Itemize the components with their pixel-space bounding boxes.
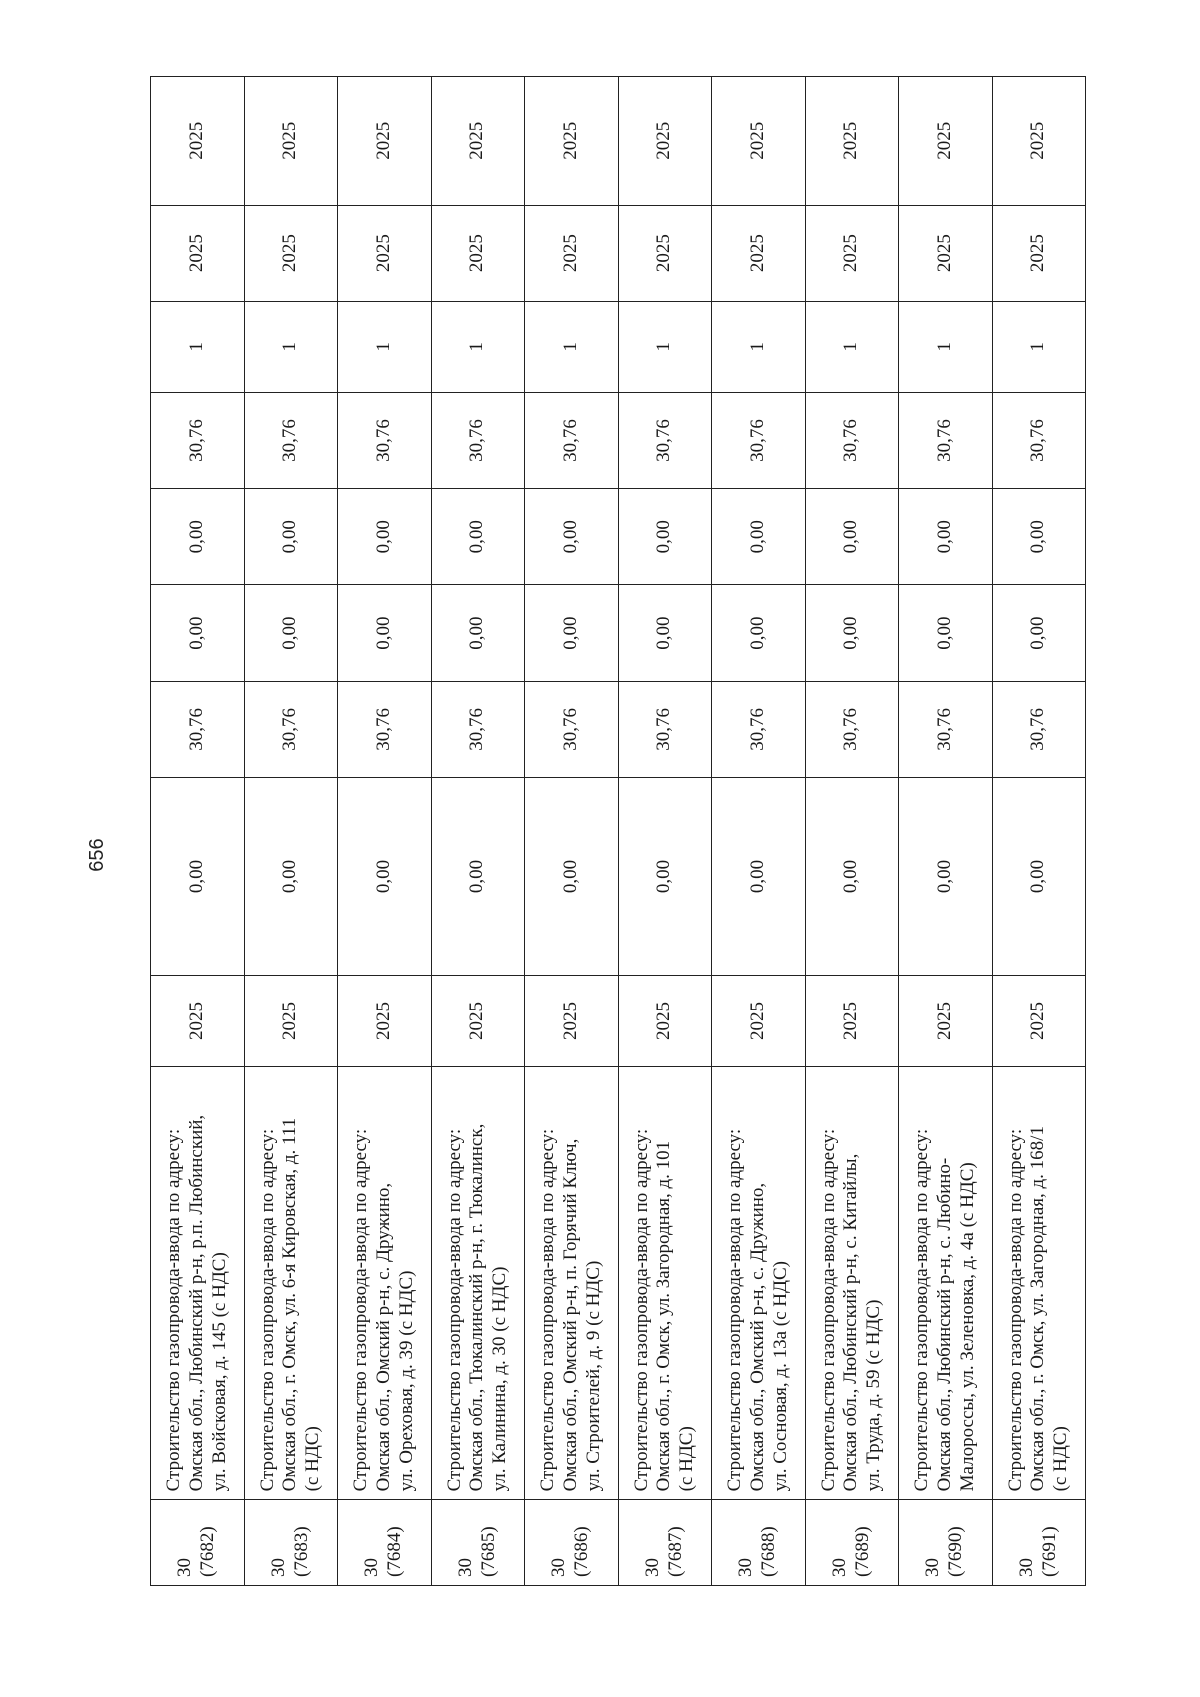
value-cell-c2: 0,00 <box>338 778 432 976</box>
value-cell-c6: 30,76 <box>712 392 806 488</box>
description-line: Омская обл., Омский р-н, п. Горячий Ключ, <box>559 1138 581 1492</box>
description-cell <box>338 1066 432 1499</box>
table-row <box>712 77 806 1586</box>
value-cell-c3: 30,76 <box>805 681 899 777</box>
value-cell-c8: 2025 <box>525 205 619 301</box>
value-cell-c7: 1 <box>525 301 619 392</box>
description-line: Омская обл., г. Омск, ул. 6-я Кировская, д. 111 <box>279 1117 301 1492</box>
row-number-cell <box>338 1500 432 1586</box>
row-number: 30 <box>828 1558 850 1577</box>
value-cell-c6: 30,76 <box>431 392 525 488</box>
row-code: (7691) <box>1038 1526 1060 1577</box>
value-cell-c1: 2025 <box>805 976 899 1067</box>
value-cell-c8: 2025 <box>805 205 899 301</box>
value-cell-c4: 0,00 <box>525 585 619 681</box>
value-cell-c6: 30,76 <box>992 392 1086 488</box>
description-line: Строительство газопровода-ввода по адресу: <box>163 1128 185 1492</box>
value-cell-c1: 2025 <box>899 976 993 1067</box>
description-line: Малороссы, ул. Зеленовка, д. 4а (с НДС) <box>956 1162 978 1492</box>
value-cell-c1: 2025 <box>338 976 432 1067</box>
value-cell-c4: 0,00 <box>712 585 806 681</box>
value-cell-c9: 2025 <box>244 77 338 206</box>
description-line: Омская обл., Тюкалинский р-н, г. Тюкалинск, <box>466 1123 488 1492</box>
value-cell-c4: 0,00 <box>338 585 432 681</box>
value-cell-c8: 2025 <box>712 205 806 301</box>
description-line: ул. Ореховая, д. 39 (с НДС) <box>395 1270 417 1492</box>
value-cell-c4: 0,00 <box>431 585 525 681</box>
value-cell-c3: 30,76 <box>899 681 993 777</box>
row-code: (7689) <box>851 1526 873 1577</box>
row-number: 30 <box>922 1558 944 1577</box>
table-row <box>525 77 619 1586</box>
description-line: Строительство газопровода-ввода по адресу: <box>911 1128 933 1492</box>
value-cell-c5: 0,00 <box>244 489 338 585</box>
description-line: Строительство газопровода-ввода по адресу: <box>630 1128 652 1492</box>
table-row <box>431 77 525 1586</box>
row-number-cell <box>431 1500 525 1586</box>
value-cell-c9: 2025 <box>338 77 432 206</box>
value-cell-c2: 0,00 <box>431 778 525 976</box>
row-code: (7687) <box>664 1526 686 1577</box>
row-number: 30 <box>548 1558 570 1577</box>
value-cell-c4: 0,00 <box>618 585 712 681</box>
row-number: 30 <box>454 1558 476 1577</box>
value-cell-c3: 30,76 <box>712 681 806 777</box>
value-cell-c2: 0,00 <box>525 778 619 976</box>
table-row <box>805 77 899 1586</box>
value-cell-c9: 2025 <box>899 77 993 206</box>
value-cell-c3: 30,76 <box>992 681 1086 777</box>
value-cell-c3: 30,76 <box>151 681 245 777</box>
description-cell <box>525 1066 619 1499</box>
description-line: Омская обл., г. Омск, ул. Загородная, д. 101 <box>653 1140 675 1492</box>
value-cell-c3: 30,76 <box>338 681 432 777</box>
value-cell-c2: 0,00 <box>618 778 712 976</box>
description-cell <box>151 1066 245 1499</box>
description-line: (с НДС) <box>302 1426 324 1492</box>
value-cell-c6: 30,76 <box>338 392 432 488</box>
table-row <box>151 77 245 1586</box>
value-cell-c3: 30,76 <box>431 681 525 777</box>
row-number: 30 <box>267 1558 289 1577</box>
description-line: Омская обл., Любинский р-н, с. Китайлы, <box>840 1153 862 1492</box>
description-line: Строительство газопровода-ввода по адресу: <box>817 1128 839 1492</box>
value-cell-c4: 0,00 <box>151 585 245 681</box>
value-cell-c2: 0,00 <box>151 778 245 976</box>
value-cell-c5: 0,00 <box>431 489 525 585</box>
row-code: (7688) <box>758 1526 780 1577</box>
value-cell-c6: 30,76 <box>805 392 899 488</box>
row-code: (7683) <box>290 1526 312 1577</box>
description-line: Строительство газопровода-ввода по адресу: <box>537 1128 559 1492</box>
value-cell-c7: 1 <box>712 301 806 392</box>
value-cell-c5: 0,00 <box>899 489 993 585</box>
value-cell-c5: 0,00 <box>525 489 619 585</box>
description-line: Омская обл., Омский р-н, с. Дружино, <box>372 1182 394 1492</box>
value-cell-c7: 1 <box>805 301 899 392</box>
description-line: Строительство газопровода-ввода по адресу: <box>350 1128 372 1492</box>
value-cell-c9: 2025 <box>712 77 806 206</box>
row-code: (7685) <box>477 1526 499 1577</box>
value-cell-c7: 1 <box>431 301 525 392</box>
value-cell-c7: 1 <box>338 301 432 392</box>
value-cell-c4: 0,00 <box>899 585 993 681</box>
row-number-cell <box>899 1500 993 1586</box>
value-cell-c9: 2025 <box>431 77 525 206</box>
row-number-cell <box>618 1500 712 1586</box>
row-code: (7684) <box>384 1526 406 1577</box>
row-number: 30 <box>735 1558 757 1577</box>
value-cell-c1: 2025 <box>244 976 338 1067</box>
row-number-cell <box>151 1500 245 1586</box>
value-cell-c9: 2025 <box>151 77 245 206</box>
value-cell-c7: 1 <box>899 301 993 392</box>
value-cell-c6: 30,76 <box>244 392 338 488</box>
value-cell-c8: 2025 <box>244 205 338 301</box>
value-cell-c5: 0,00 <box>805 489 899 585</box>
value-cell-c7: 1 <box>244 301 338 392</box>
description-line: (с НДС) <box>676 1426 698 1492</box>
row-number: 30 <box>1015 1558 1037 1577</box>
value-cell-c7: 1 <box>618 301 712 392</box>
row-number-cell <box>805 1500 899 1586</box>
row-number-cell <box>244 1500 338 1586</box>
description-cell <box>618 1066 712 1499</box>
description-line: Строительство газопровода-ввода по адресу: <box>1004 1128 1026 1492</box>
description-cell <box>712 1066 806 1499</box>
table-row <box>899 77 993 1586</box>
value-cell-c9: 2025 <box>618 77 712 206</box>
row-code: (7690) <box>945 1526 967 1577</box>
description-cell <box>431 1066 525 1499</box>
row-number: 30 <box>361 1558 383 1577</box>
description-line: Омская обл., Любинский р-н, р.п. Любинский, <box>185 1114 207 1492</box>
value-cell-c6: 30,76 <box>899 392 993 488</box>
description-line: ул. Труда, д. 59 (с НДС) <box>863 1299 885 1492</box>
value-cell-c2: 0,00 <box>244 778 338 976</box>
value-cell-c2: 0,00 <box>805 778 899 976</box>
table-row <box>338 77 432 1586</box>
description-cell <box>899 1066 993 1499</box>
page-number: 656 <box>85 838 108 872</box>
value-cell-c5: 0,00 <box>712 489 806 585</box>
row-number-cell <box>525 1500 619 1586</box>
value-cell-c5: 0,00 <box>992 489 1086 585</box>
value-cell-c6: 30,76 <box>151 392 245 488</box>
description-line: Строительство газопровода-ввода по адресу: <box>256 1128 278 1492</box>
value-cell-c3: 30,76 <box>244 681 338 777</box>
row-number: 30 <box>174 1558 196 1577</box>
description-cell <box>805 1066 899 1499</box>
description-line: Омская обл., Омский р-н, с. Дружино, <box>746 1182 768 1492</box>
value-cell-c1: 2025 <box>151 976 245 1067</box>
table-body <box>151 77 1086 1586</box>
value-cell-c4: 0,00 <box>805 585 899 681</box>
value-cell-c6: 30,76 <box>525 392 619 488</box>
value-cell-c8: 2025 <box>899 205 993 301</box>
value-cell-c8: 2025 <box>338 205 432 301</box>
value-cell-c8: 2025 <box>618 205 712 301</box>
value-cell-c1: 2025 <box>525 976 619 1067</box>
value-cell-c1: 2025 <box>712 976 806 1067</box>
value-cell-c8: 2025 <box>151 205 245 301</box>
value-cell-c1: 2025 <box>992 976 1086 1067</box>
value-cell-c9: 2025 <box>992 77 1086 206</box>
value-cell-c5: 0,00 <box>618 489 712 585</box>
table-row <box>618 77 712 1586</box>
row-number-cell <box>992 1500 1086 1586</box>
table-row <box>244 77 338 1586</box>
description-line: Омская обл., Любинский р-н, с. Любино- <box>933 1157 955 1492</box>
value-cell-c5: 0,00 <box>151 489 245 585</box>
description-line: Строительство газопровода-ввода по адресу: <box>724 1128 746 1492</box>
description-line: ул. Войсковая, д. 145 (с НДС) <box>208 1252 230 1492</box>
description-line: ул. Строителей, д. 9 (с НДС) <box>582 1260 604 1492</box>
description-line: (с НДС) <box>1050 1426 1072 1492</box>
value-cell-c5: 0,00 <box>338 489 432 585</box>
value-cell-c2: 0,00 <box>899 778 993 976</box>
value-cell-c9: 2025 <box>805 77 899 206</box>
table-row <box>992 77 1086 1586</box>
value-cell-c7: 1 <box>992 301 1086 392</box>
description-cell <box>244 1066 338 1499</box>
row-number-cell <box>712 1500 806 1586</box>
value-cell-c8: 2025 <box>431 205 525 301</box>
value-cell-c6: 30,76 <box>618 392 712 488</box>
row-number: 30 <box>641 1558 663 1577</box>
description-line: ул. Калинина, д. 30 (с НДС) <box>489 1266 511 1492</box>
description-line: ул. Сосновая, д. 13а (с НДС) <box>769 1261 791 1492</box>
value-cell-c7: 1 <box>151 301 245 392</box>
description-cell <box>992 1066 1086 1499</box>
row-code: (7682) <box>197 1526 219 1577</box>
description-line: Строительство газопровода-ввода по адресу: <box>443 1128 465 1492</box>
value-cell-c2: 0,00 <box>712 778 806 976</box>
value-cell-c3: 30,76 <box>618 681 712 777</box>
value-cell-c4: 0,00 <box>244 585 338 681</box>
investment-table <box>150 76 1086 1586</box>
value-cell-c1: 2025 <box>431 976 525 1067</box>
row-code: (7686) <box>571 1526 593 1577</box>
rotated-table-container <box>150 76 1086 1586</box>
value-cell-c8: 2025 <box>992 205 1086 301</box>
value-cell-c1: 2025 <box>618 976 712 1067</box>
value-cell-c9: 2025 <box>525 77 619 206</box>
value-cell-c4: 0,00 <box>992 585 1086 681</box>
value-cell-c3: 30,76 <box>525 681 619 777</box>
value-cell-c2: 0,00 <box>992 778 1086 976</box>
description-line: Омская обл., г. Омск, ул. Загородная, д. 168/1 <box>1027 1126 1049 1492</box>
